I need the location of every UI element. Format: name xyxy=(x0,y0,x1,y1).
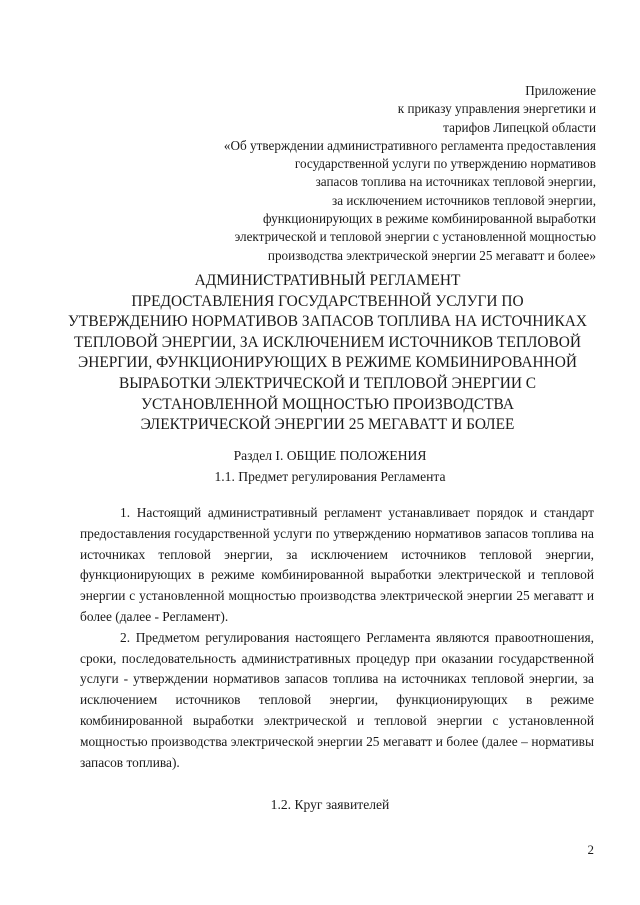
appendix-line: «Об утверждении административного регламента предоставления xyxy=(223,137,596,153)
title-line: УТВЕРЖДЕНИЮ НОРМАТИВОВ ЗАПАСОВ ТОПЛИВА НА ИСТОЧНИКАХ xyxy=(68,313,587,331)
section-heading: Раздел I. ОБЩИЕ ПОЛОЖЕНИЯ xyxy=(233,448,427,463)
appendix-line: запасов топлива на источниках тепловой энергии, xyxy=(315,174,596,190)
appendix-line: тарифов Липецкой области xyxy=(443,119,596,135)
appendix-line: производства электрической энергии 25 мегаватт и более» xyxy=(267,247,596,263)
appendix-line: электрической и тепловой энергии с установленной мощностью xyxy=(234,229,596,245)
paragraph: 2. Предметом регулирования настоящего Регламента являются правоотношения, сроки, последовательность административных процедур при оказании государственной услуги - утверждении нормативов запасов топлива на источниках тепловой энергии, за исключением источников тепловой энергии, функционирующих в режиме комбинированной выработки электрической и тепловой энергии с установленной мощностью производства электрической энергии 25 мегаватт и более (далее – нормативы запасов топлива). xyxy=(80,629,594,770)
title-line: АДМИНИСТРАТИВНЫЙ РЕГЛАМЕНТ xyxy=(194,272,461,289)
appendix-line: государственной услуги по утверждению нормативов xyxy=(294,156,596,172)
subsection-heading: 1.1. Предмет регулирования Регламента xyxy=(214,469,446,484)
title-line: ТЕПЛОВОЙ ЭНЕРГИИ, ЗА ИСКЛЮЧЕНИЕМ ИСТОЧНИКОВ ТЕПЛОВОЙ xyxy=(73,333,582,351)
appendix-line: Приложение xyxy=(525,83,596,98)
body-text xyxy=(80,503,594,773)
title-line: ПРЕДОСТАВЛЕНИЯ ГОСУДАРСТВЕННОЙ УСЛУГИ ПО xyxy=(131,292,524,310)
appendix-header xyxy=(126,82,596,265)
title-line: УСТАНОВЛЕННОЙ МОЩНОСТЬЮ ПРОИЗВОДСТВА xyxy=(141,395,514,413)
appendix-line: к приказу управления энергетики и xyxy=(397,101,596,117)
subsection-heading: 1.2. Круг заявителей xyxy=(270,797,390,812)
appendix-line: функционирующих в режиме комбинированной выработки xyxy=(262,211,596,227)
page-number: 2 xyxy=(587,842,594,857)
title-line: ЭНЕРГИИ, ФУНКЦИОНИРУЮЩИХ В РЕЖИМЕ КОМБИНИРОВАННОЙ xyxy=(78,354,577,372)
paragraph: 1. Настоящий административный регламент устанавливает порядок и стандарт предоставления государственной услуги по утверждению нормативов запасов топлива на источниках тепловой энергии, за исключением источников тепловой энергии, функционирующих в режиме комбинированной выработки электрической и тепловой энергии с установленной мощностью производства электрической энергии 25 мегаватт и более (далее - Регламент). xyxy=(80,505,594,624)
document-title xyxy=(50,271,605,436)
appendix-line: за исключением источников тепловой энергии, xyxy=(332,192,596,208)
title-line: ВЫРАБОТКИ ЭЛЕКТРИЧЕСКОЙ И ТЕПЛОВОЙ ЭНЕРГИИ С xyxy=(118,374,537,392)
title-line: ЭЛЕКТРИЧЕСКОЙ ЭНЕРГИИ 25 МЕГАВАТТ И БОЛЕЕ xyxy=(140,416,515,434)
